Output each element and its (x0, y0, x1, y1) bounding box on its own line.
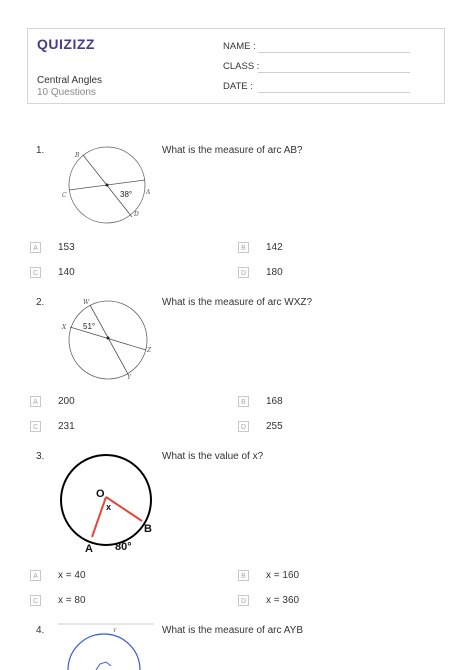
point-label: A (85, 543, 93, 555)
class-label: CLASS : (223, 61, 260, 72)
angle-variable: x (106, 502, 112, 512)
option-a-value[interactable]: x = 40 (58, 570, 86, 581)
question-3-figure (56, 452, 166, 556)
center-label: O (96, 488, 105, 500)
option-a-box[interactable]: A (30, 242, 41, 253)
option-b-box[interactable]: B (238, 242, 249, 253)
question-text: What is the measure of arc AB? (162, 145, 303, 156)
point-label: C (62, 192, 67, 199)
option-a-value[interactable]: 200 (58, 396, 75, 407)
worksheet-title: Central Angles (37, 75, 103, 86)
question-number: 2. (36, 297, 45, 308)
option-c-value[interactable]: x = 80 (58, 595, 86, 606)
point-label: Y (127, 374, 131, 381)
point-label: W (83, 299, 90, 306)
option-d-box[interactable]: D (238, 595, 249, 606)
name-label: NAME : (223, 41, 256, 52)
option-c-box[interactable]: C (30, 421, 41, 432)
option-b-value[interactable]: x = 160 (266, 570, 300, 581)
option-d-value[interactable]: x = 360 (266, 595, 300, 606)
option-a-box[interactable]: A (30, 570, 41, 581)
option-d-box[interactable]: D (238, 267, 249, 278)
option-b-box[interactable]: B (238, 570, 249, 581)
option-d-box[interactable]: D (238, 421, 249, 432)
question-text: What is the measure of arc AYB (162, 625, 303, 636)
date-label: DATE : (223, 81, 253, 92)
option-a-value[interactable]: 153 (58, 242, 75, 253)
question-number: 4. (36, 625, 45, 636)
angle-label: 38° (120, 190, 133, 199)
class-line (258, 72, 410, 73)
option-c-value[interactable]: 231 (58, 421, 75, 432)
point-label: Y (113, 628, 117, 634)
question-1-figure (60, 145, 160, 225)
question-number: 3. (36, 451, 45, 462)
arc-label: 80° (115, 541, 132, 553)
question-count: 10 Questions (37, 87, 96, 98)
option-b-value[interactable]: 168 (266, 396, 283, 407)
name-line (258, 52, 410, 53)
point-label: X (62, 324, 67, 331)
point-label: B (75, 152, 80, 159)
point-label: D (134, 211, 139, 218)
question-text: What is the value of x? (162, 451, 264, 462)
quizizz-logo: QUIZIZZ (37, 36, 95, 52)
question-number: 1. (36, 145, 45, 156)
option-d-value[interactable]: 255 (266, 421, 283, 432)
point-label: Z (147, 347, 152, 354)
question-2-figure (60, 298, 160, 380)
point-label: B (144, 523, 152, 535)
option-b-box[interactable]: B (238, 396, 249, 407)
option-c-box[interactable]: C (30, 595, 41, 606)
angle-label: 51° (83, 322, 96, 331)
option-c-box[interactable]: C (30, 267, 41, 278)
point-label: A (146, 189, 151, 196)
question-4-figure (56, 622, 160, 670)
option-b-value[interactable]: 142 (266, 242, 283, 253)
question-text: What is the measure of arc WXZ? (162, 297, 313, 308)
option-a-box[interactable]: A (30, 396, 41, 407)
option-c-value[interactable]: 140 (58, 267, 75, 278)
date-line (258, 92, 410, 93)
option-d-value[interactable]: 180 (266, 267, 283, 278)
